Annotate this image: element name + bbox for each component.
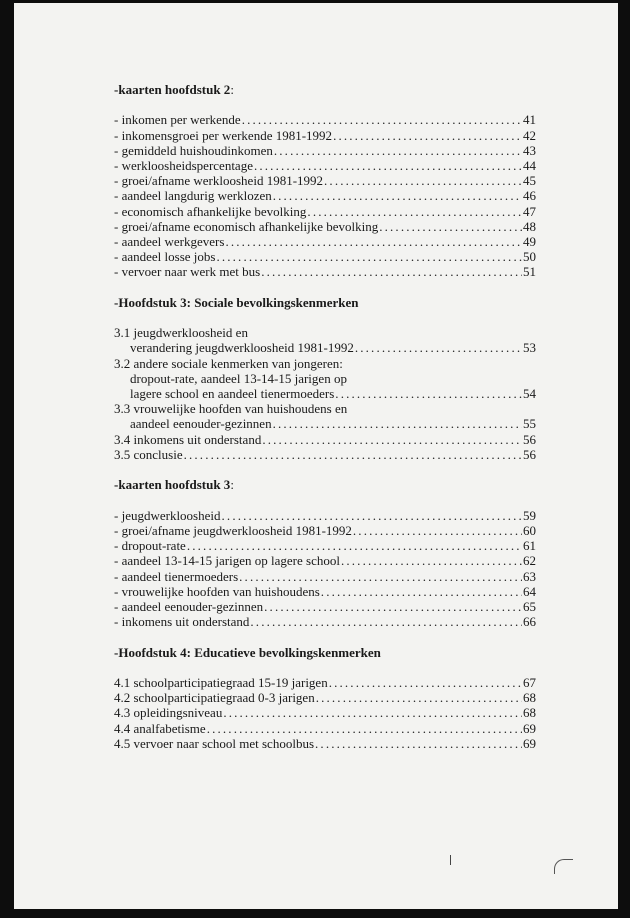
dot-leader bbox=[273, 416, 522, 431]
blank-line bbox=[114, 310, 536, 325]
page-number: 56 bbox=[523, 431, 536, 447]
entry-label: 4.4 analfabetisme bbox=[114, 720, 206, 736]
page-number: 62 bbox=[523, 553, 536, 569]
dot-leader bbox=[273, 188, 522, 203]
toc-entry-line bbox=[114, 340, 536, 355]
page-number: 61 bbox=[523, 538, 536, 554]
entry-label: aandeel eenouder-gezinnen bbox=[130, 416, 272, 432]
dot-leader bbox=[324, 173, 522, 188]
toc-entry-line bbox=[114, 204, 536, 219]
page-number: 47 bbox=[523, 203, 536, 219]
entry-label: - aandeel werkgevers bbox=[114, 234, 225, 250]
toc-entry-line bbox=[114, 356, 536, 371]
page-number: 68 bbox=[523, 690, 536, 706]
entry-label: 3.1 jeugdwerkloosheid en bbox=[114, 325, 248, 341]
entry-label: - gemiddeld huishoudinkomen bbox=[114, 142, 273, 158]
heading-text: kaarten hoofdstuk 2 bbox=[118, 82, 231, 97]
dot-leader bbox=[274, 143, 522, 158]
table-of-contents bbox=[114, 82, 536, 751]
heading-dash: - bbox=[114, 294, 119, 310]
toc-entry-line bbox=[114, 432, 536, 447]
entry-label: dropout-rate, aandeel 13-14-15 jarigen op bbox=[130, 370, 347, 386]
dot-leader bbox=[355, 340, 522, 355]
toc-entry-line bbox=[114, 371, 536, 386]
page-number: 48 bbox=[523, 218, 536, 234]
entry-label: - inkomensgroei per werkende 1981-1992 bbox=[114, 127, 333, 143]
toc-entry-line bbox=[114, 386, 536, 401]
dot-leader bbox=[225, 234, 522, 249]
dot-leader bbox=[261, 264, 522, 279]
page-number: 65 bbox=[523, 598, 536, 614]
dot-leader bbox=[264, 599, 522, 614]
toc-entry-line bbox=[114, 325, 536, 340]
entry-label: 4.3 opleidingsniveau bbox=[114, 705, 223, 721]
page-number: 49 bbox=[523, 234, 536, 250]
dot-leader bbox=[315, 736, 522, 751]
page-number: 66 bbox=[523, 614, 536, 630]
dot-leader bbox=[207, 721, 522, 736]
dot-leader bbox=[222, 508, 522, 523]
entry-label: 4.2 schoolparticipatiegraad 0-3 jarigen bbox=[114, 690, 315, 706]
toc-entry-line bbox=[114, 705, 536, 720]
page-number: 68 bbox=[523, 705, 536, 721]
dot-leader bbox=[333, 128, 522, 143]
toc-entry-line bbox=[114, 675, 536, 690]
blank-line bbox=[114, 280, 536, 295]
entry-label: 3.4 inkomens uit onderstand bbox=[114, 431, 262, 447]
page-number: 69 bbox=[523, 735, 536, 751]
page-number: 59 bbox=[523, 507, 536, 523]
page-number: 42 bbox=[523, 127, 536, 143]
toc-entry-line bbox=[114, 538, 536, 553]
toc-entry-line bbox=[114, 249, 536, 264]
dot-leader bbox=[379, 219, 522, 234]
dot-leader bbox=[223, 705, 522, 720]
entry-label: - groei/afname economisch afhankelijke bevolking bbox=[114, 218, 379, 234]
heading-dash: - bbox=[114, 644, 119, 660]
entry-label: - inkomen per werkende bbox=[114, 112, 241, 128]
dot-leader bbox=[307, 204, 522, 219]
dot-leader bbox=[254, 158, 522, 173]
toc-entry-line bbox=[114, 523, 536, 538]
dot-leader bbox=[321, 584, 522, 599]
page-number: 45 bbox=[523, 173, 536, 189]
blank-line bbox=[114, 462, 536, 477]
entry-label: - vervoer naar werk met bus bbox=[114, 264, 261, 280]
heading-text: Hoofdstuk 4: Educatieve bevolkingskenmerken bbox=[118, 644, 381, 660]
entry-label: 4.1 schoolparticipatiegraad 15-19 jarigen bbox=[114, 674, 328, 690]
page-number: 44 bbox=[523, 158, 536, 174]
entry-label: - aandeel 13-14-15 jarigen op lagere school bbox=[114, 553, 340, 569]
dot-leader bbox=[216, 249, 522, 264]
dot-leader bbox=[335, 386, 522, 401]
dot-leader bbox=[316, 690, 522, 705]
entry-label: - aandeel eenouder-gezinnen bbox=[114, 598, 264, 614]
section-heading bbox=[114, 82, 536, 97]
dot-leader bbox=[184, 447, 522, 462]
entry-label: 3.3 vrouwelijke hoofden van huishoudens en bbox=[114, 401, 348, 417]
toc-entry-line bbox=[114, 112, 536, 127]
dot-leader bbox=[239, 569, 522, 584]
page-number: 55 bbox=[523, 416, 536, 432]
page-number: 69 bbox=[523, 720, 536, 736]
toc-entry-line bbox=[114, 584, 536, 599]
toc-entry-line bbox=[114, 128, 536, 143]
toc-entry-line bbox=[114, 721, 536, 736]
dot-leader bbox=[242, 112, 522, 127]
page-number: 41 bbox=[523, 112, 536, 128]
section-heading bbox=[114, 295, 536, 310]
entry-label: - economisch afhankelijke bevolking bbox=[114, 203, 307, 219]
toc-entry-line bbox=[114, 690, 536, 705]
blank-line bbox=[114, 660, 536, 675]
entry-label: - groei/afname werkloosheid 1981-1992 bbox=[114, 173, 324, 189]
toc-entry-line bbox=[114, 158, 536, 173]
toc-entry-line bbox=[114, 447, 536, 462]
dot-leader bbox=[250, 614, 522, 629]
toc-entry-line bbox=[114, 599, 536, 614]
dot-leader bbox=[187, 538, 522, 553]
section-heading bbox=[114, 645, 536, 660]
heading-text: Hoofdstuk 3: Sociale bevolkingskenmerken bbox=[118, 294, 359, 310]
toc-entry-line bbox=[114, 234, 536, 249]
blank-line bbox=[114, 97, 536, 112]
page-number: 64 bbox=[523, 583, 536, 599]
toc-entry-line bbox=[114, 569, 536, 584]
toc-entry-line bbox=[114, 736, 536, 751]
dot-leader bbox=[353, 523, 522, 538]
heading-colon: : bbox=[230, 82, 234, 97]
page-number: 67 bbox=[523, 674, 536, 690]
entry-label: lagere school en aandeel tienermoeders bbox=[130, 386, 335, 402]
toc-entry-line bbox=[114, 173, 536, 188]
entry-label: - werkloosheidspercentage bbox=[114, 158, 253, 174]
entry-label: - aandeel langdurig werklozen bbox=[114, 188, 272, 204]
entry-label: verandering jeugdwerkloosheid 1981-1992 bbox=[130, 340, 354, 356]
toc-entry-line bbox=[114, 508, 536, 523]
entry-label: - aandeel losse jobs bbox=[114, 249, 216, 265]
toc-entry-line bbox=[114, 553, 536, 568]
entry-label: - inkomens uit onderstand bbox=[114, 614, 250, 630]
entry-label: - jeugdwerkloosheid bbox=[114, 507, 221, 523]
pen-mark bbox=[554, 859, 573, 874]
entry-label: - vrouwelijke hoofden van huishoudens bbox=[114, 583, 320, 599]
pen-mark bbox=[450, 855, 451, 865]
document-page bbox=[14, 3, 618, 909]
heading-dash: - bbox=[114, 477, 119, 493]
toc-entry-line bbox=[114, 188, 536, 203]
toc-entry-line bbox=[114, 401, 536, 416]
entry-label: - aandeel tienermoeders bbox=[114, 568, 239, 584]
page-number: 51 bbox=[523, 264, 536, 280]
page-number: 56 bbox=[523, 446, 536, 462]
blank-line bbox=[114, 629, 536, 644]
dot-leader bbox=[341, 553, 522, 568]
page-number: 46 bbox=[523, 188, 536, 204]
toc-entry-line bbox=[114, 416, 536, 431]
page-number: 43 bbox=[523, 142, 536, 158]
page-number: 63 bbox=[523, 568, 536, 584]
heading-colon: : bbox=[230, 477, 234, 493]
toc-entry-line bbox=[114, 264, 536, 279]
section-heading bbox=[114, 477, 536, 492]
page-number: 53 bbox=[523, 340, 536, 356]
heading-dash: - bbox=[114, 82, 119, 97]
entry-label: 4.5 vervoer naar school met schoolbus bbox=[114, 735, 315, 751]
toc-entry-line bbox=[114, 614, 536, 629]
entry-label: - groei/afname jeugdwerkloosheid 1981-1992 bbox=[114, 522, 352, 538]
blank-line bbox=[114, 492, 536, 507]
entry-label: - dropout-rate bbox=[114, 538, 186, 554]
page-number: 50 bbox=[523, 249, 536, 265]
entry-label: 3.2 andere sociale kenmerken van jongeren: bbox=[114, 355, 343, 371]
dot-leader bbox=[329, 675, 522, 690]
page-number: 60 bbox=[523, 522, 536, 538]
page-number: 54 bbox=[523, 386, 536, 402]
entry-label: 3.5 conclusie bbox=[114, 446, 183, 462]
heading-text: kaarten hoofdstuk 3 bbox=[118, 477, 231, 493]
toc-entry-line bbox=[114, 143, 536, 158]
toc-entry-line bbox=[114, 219, 536, 234]
dot-leader bbox=[262, 432, 522, 447]
